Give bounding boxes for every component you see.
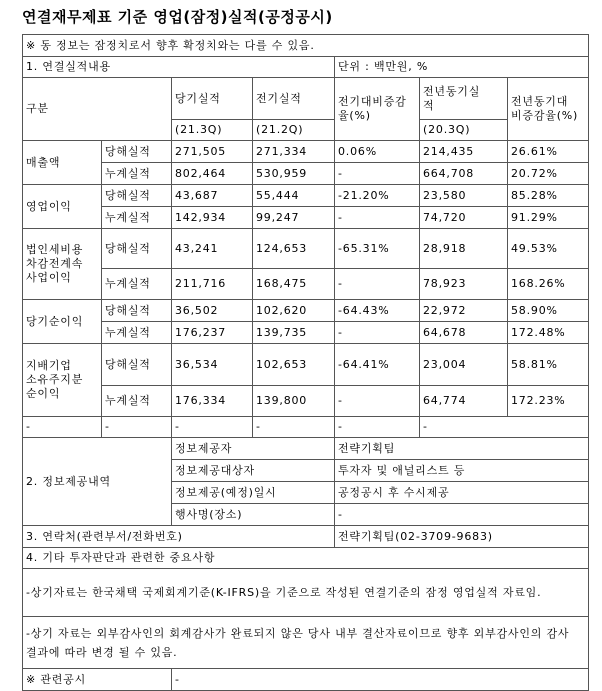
value-cell: - <box>335 269 420 300</box>
item-name-line: 당기순이익 <box>26 314 84 328</box>
header-yoy-period: (20.3Q) <box>420 120 508 141</box>
note-2: -상기 자료는 외부감사인의 회계감사가 완료되지 않은 당사 내부 결산자료이므로 향후 외부감사인의 감사 결과에 따라 변경 될 수 있음. <box>23 617 589 669</box>
dash-cell: - <box>102 417 172 438</box>
table-row <box>23 344 589 386</box>
dash-cell: - <box>335 417 420 438</box>
value-cell: 58.81% <box>508 344 589 386</box>
header-yoy: 전년동기실 적 <box>420 78 508 120</box>
section1-label: 1. 연결실적내용 <box>23 57 335 78</box>
value-cell: 802,464 <box>172 163 253 185</box>
period-type: 당해실적 <box>102 300 172 322</box>
related-value: - <box>172 669 589 691</box>
table-row <box>23 141 589 163</box>
item-name <box>23 141 102 185</box>
header-current-period: (21.3Q) <box>172 120 253 141</box>
value-cell: 176,237 <box>172 322 253 344</box>
value-cell: 28,918 <box>420 229 508 269</box>
related-label: ※ 관련공시 <box>23 669 172 691</box>
item-name-line: 지배기업 <box>26 359 72 372</box>
value-cell: 102,653 <box>253 344 335 386</box>
value-cell: - <box>335 207 420 229</box>
value-cell: 64,774 <box>420 386 508 417</box>
note-1: -상기자료는 한국채택 국제회계기준(K-IFRS)을 기준으로 작성된 연결기준의 잠정 영업실적 자료임. <box>23 569 589 617</box>
info-key: 정보제공자 <box>172 438 335 460</box>
table-row <box>23 207 589 229</box>
item-name <box>23 229 102 300</box>
value-cell: 271,505 <box>172 141 253 163</box>
value-cell: - <box>335 163 420 185</box>
info-key: 행사명(장소) <box>172 504 335 526</box>
value-cell: -64.41% <box>335 344 420 386</box>
note-row <box>23 617 589 669</box>
notice-text: ※ 동 정보는 잠정치로서 향후 확정치와는 다를 수 있음. <box>23 35 589 57</box>
value-cell: 85.28% <box>508 185 589 207</box>
info-key: 정보제공(예정)일시 <box>172 482 335 504</box>
value-cell: 43,687 <box>172 185 253 207</box>
item-name <box>23 300 102 344</box>
value-cell: 530,959 <box>253 163 335 185</box>
table-row <box>23 229 589 269</box>
value-cell: 91.29% <box>508 207 589 229</box>
header-qoq-rate: 전기대비증감 율(%) <box>335 78 420 141</box>
info-value: 공정공시 후 수시제공 <box>335 482 589 504</box>
contact-row <box>23 526 589 548</box>
info-value: 전략기획팀 <box>335 438 589 460</box>
value-cell: 64,678 <box>420 322 508 344</box>
value-cell: 74,720 <box>420 207 508 229</box>
value-cell: 139,800 <box>253 386 335 417</box>
value-cell: 168,475 <box>253 269 335 300</box>
item-name-line: 매출액 <box>26 155 61 169</box>
dash-cell: - <box>172 417 253 438</box>
value-cell: 22,972 <box>420 300 508 322</box>
period-type: 당해실적 <box>102 185 172 207</box>
period-type: 당해실적 <box>102 229 172 269</box>
table-row <box>23 417 589 438</box>
item-name <box>23 344 102 417</box>
value-cell: 20.72% <box>508 163 589 185</box>
value-cell: 43,241 <box>172 229 253 269</box>
dash-cell: - <box>253 417 335 438</box>
section3-label: 3. 연락처(관련부서/전화번호) <box>23 526 335 548</box>
table-row <box>23 269 589 300</box>
section2-label: 2. 정보제공내역 <box>23 438 172 526</box>
value-cell: - <box>335 386 420 417</box>
header-current: 당기실적 <box>172 78 253 120</box>
info-value: - <box>335 504 589 526</box>
value-cell: 36,534 <box>172 344 253 386</box>
period-type: 누계실적 <box>102 386 172 417</box>
value-cell: 139,735 <box>253 322 335 344</box>
value-cell: 23,580 <box>420 185 508 207</box>
item-name-line: 차감전계속 <box>26 257 84 270</box>
value-cell: - <box>335 322 420 344</box>
period-type: 당해실적 <box>102 344 172 386</box>
value-cell: 168.26% <box>508 269 589 300</box>
value-cell: 214,435 <box>420 141 508 163</box>
section4-row <box>23 548 589 569</box>
table-row <box>23 163 589 185</box>
value-cell: 58.90% <box>508 300 589 322</box>
info-value: 투자자 및 애널리스트 등 <box>335 460 589 482</box>
value-cell: 271,334 <box>253 141 335 163</box>
dash-cell: - <box>420 417 589 438</box>
value-cell: -21.20% <box>335 185 420 207</box>
value-cell: 55,444 <box>253 185 335 207</box>
value-cell: 78,923 <box>420 269 508 300</box>
section4-label: 4. 기타 투자판단과 관련한 중요사항 <box>23 548 589 569</box>
header-previous-period: (21.2Q) <box>253 120 335 141</box>
item-name-line: 소유주지분 <box>26 373 84 386</box>
period-type: 누계실적 <box>102 163 172 185</box>
period-type: 누계실적 <box>102 322 172 344</box>
period-type: 누계실적 <box>102 269 172 300</box>
related-row <box>23 669 589 691</box>
page-title: 연결재무제표 기준 영업(잠정)실적(공정공시) <box>22 8 333 26</box>
item-name-line: 사업이익 <box>26 271 72 284</box>
dash-cell: - <box>23 417 102 438</box>
info-key: 정보제공대상자 <box>172 460 335 482</box>
value-cell: 664,708 <box>420 163 508 185</box>
value-cell: 142,934 <box>172 207 253 229</box>
item-name-line: 영업이익 <box>26 199 72 213</box>
period-type: 당해실적 <box>102 141 172 163</box>
value-cell: 124,653 <box>253 229 335 269</box>
item-name-line: 순이익 <box>26 387 61 400</box>
unit-label: 단위 : 백만원, % <box>335 57 589 78</box>
value-cell: 49.53% <box>508 229 589 269</box>
contact-value: 전략기획팀(02-3709-9683) <box>335 526 589 548</box>
table-row <box>23 322 589 344</box>
info-row <box>23 438 589 460</box>
note-row <box>23 569 589 617</box>
period-type: 누계실적 <box>102 207 172 229</box>
item-name <box>23 185 102 229</box>
value-cell: 172.23% <box>508 386 589 417</box>
table-row <box>23 386 589 417</box>
item-name-line: 법인세비용 <box>26 243 84 256</box>
value-cell: 26.61% <box>508 141 589 163</box>
value-cell: 102,620 <box>253 300 335 322</box>
header-category: 구분 <box>23 78 172 141</box>
value-cell: 172.48% <box>508 322 589 344</box>
value-cell: 211,716 <box>172 269 253 300</box>
disclosure-table <box>22 34 589 691</box>
value-cell: -65.31% <box>335 229 420 269</box>
value-cell: 0.06% <box>335 141 420 163</box>
table-row <box>23 300 589 322</box>
value-cell: 36,502 <box>172 300 253 322</box>
value-cell: 176,334 <box>172 386 253 417</box>
value-cell: 99,247 <box>253 207 335 229</box>
header-previous: 전기실적 <box>253 78 335 120</box>
value-cell: 23,004 <box>420 344 508 386</box>
header-yoy-rate: 전년동기대 비증감율(%) <box>508 78 589 141</box>
table-row <box>23 185 589 207</box>
value-cell: -64.43% <box>335 300 420 322</box>
